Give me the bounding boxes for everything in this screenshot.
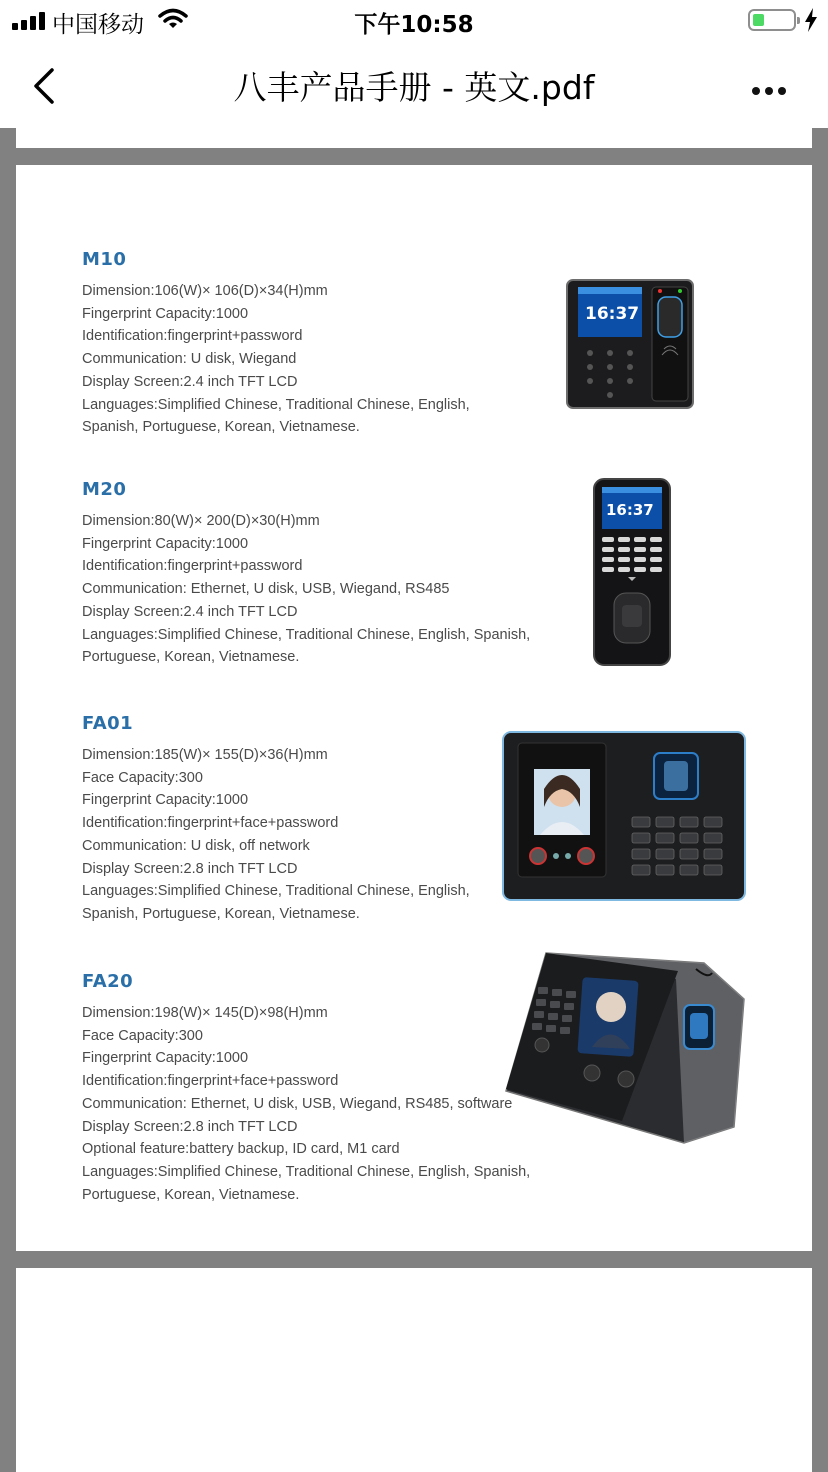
carrier-name: 中国移动 — [52, 12, 144, 38]
spec-line: Face Capacity:300 — [82, 769, 203, 786]
spec-line: Portuguese, Korean, Vietnamese. — [82, 1186, 300, 1203]
status-time: 下午10:58 — [354, 12, 474, 38]
more-dot — [778, 87, 786, 95]
spec-line: Fingerprint Capacity:1000 — [82, 535, 249, 552]
spec-line: Display Screen:2.4 inch TFT LCD — [82, 373, 298, 390]
fa01-device-image — [502, 731, 746, 901]
product-name: M10 — [82, 249, 127, 270]
product-fa20 — [82, 971, 530, 1206]
spec-line: Fingerprint Capacity:1000 — [82, 305, 249, 322]
product-name: FA20 — [82, 971, 134, 992]
previous-page — [16, 128, 812, 148]
spec-line: Languages:Simplified Chinese, Traditional Chinese, English, Spanish, — [82, 1163, 531, 1180]
spec-line: Fingerprint Capacity:1000 — [82, 1050, 249, 1067]
battery-icon — [748, 9, 796, 31]
device-screen-time: 16:37 — [606, 501, 654, 519]
spec-line: Portuguese, Korean, Vietnamese. — [82, 649, 300, 666]
spec-line: Display Screen:2.8 inch TFT LCD — [82, 1118, 298, 1135]
product-m20 — [82, 479, 530, 669]
spec-line: Fingerprint Capacity:1000 — [82, 792, 249, 809]
m10-device-image — [566, 279, 694, 409]
status-bar — [0, 0, 828, 42]
spec-line: Face Capacity:300 — [82, 1027, 203, 1044]
spec-line: Languages:Simplified Chinese, Traditional Chinese, English, — [82, 883, 470, 900]
product-name: M20 — [82, 479, 127, 500]
document-title: 八丰产品手册 - 英文.pdf — [233, 68, 595, 107]
m20-device-image — [592, 477, 672, 667]
product-m10 — [82, 249, 470, 439]
next-page — [16, 1268, 812, 1472]
spec-line: Languages:Simplified Chinese, Traditional Chinese, English, — [82, 396, 470, 413]
device-screen-time: 16:37 — [585, 304, 640, 324]
spec-line: Identification:fingerprint+face+password — [82, 815, 339, 832]
more-dot — [765, 87, 773, 95]
spec-line: Communication: Ethernet, U disk, USB, Wiegand, RS485, software — [82, 1095, 513, 1112]
fa20-device-image — [498, 949, 748, 1145]
spec-line: Dimension:106(W)× 106(D)×34(H)mm — [82, 283, 328, 299]
spec-line: Dimension:80(W)× 200(D)×30(H)mm — [82, 513, 320, 529]
spec-line: Display Screen:2.4 inch TFT LCD — [82, 603, 298, 620]
spec-line: Languages:Simplified Chinese, Traditional Chinese, English, Spanish, — [82, 626, 531, 643]
product-fa01 — [82, 713, 470, 926]
spec-line: Dimension:185(W)× 155(D)×36(H)mm — [82, 747, 328, 763]
more-dot — [752, 87, 760, 95]
product-name: FA01 — [82, 713, 134, 734]
spec-line: Identification:fingerprint+password — [82, 558, 303, 575]
spec-line: Display Screen:2.8 inch TFT LCD — [82, 860, 298, 877]
spec-line: Spanish, Portuguese, Korean, Vietnamese. — [82, 905, 360, 922]
pdf-page — [16, 165, 812, 1251]
pdf-viewer[interactable] — [0, 128, 828, 1472]
nav-bar — [0, 42, 828, 128]
spec-line: Identification:fingerprint+password — [82, 328, 303, 345]
battery-level — [753, 14, 764, 26]
spec-line: Dimension:198(W)× 145(D)×98(H)mm — [82, 1005, 328, 1021]
more-options-button[interactable] — [752, 80, 792, 90]
charging-bolt-icon — [804, 8, 818, 32]
spec-line: Optional feature:battery backup, ID card, M1 card — [82, 1141, 400, 1158]
spec-line: Communication: Ethernet, U disk, USB, Wiegand, RS485 — [82, 581, 450, 598]
spec-line: Spanish, Portuguese, Korean, Vietnamese. — [82, 419, 360, 436]
spec-line: Identification:fingerprint+face+password — [82, 1073, 339, 1090]
spec-line: Communication: U disk, off network — [82, 837, 310, 854]
spec-line: Communication: U disk, Wiegand — [82, 351, 297, 368]
